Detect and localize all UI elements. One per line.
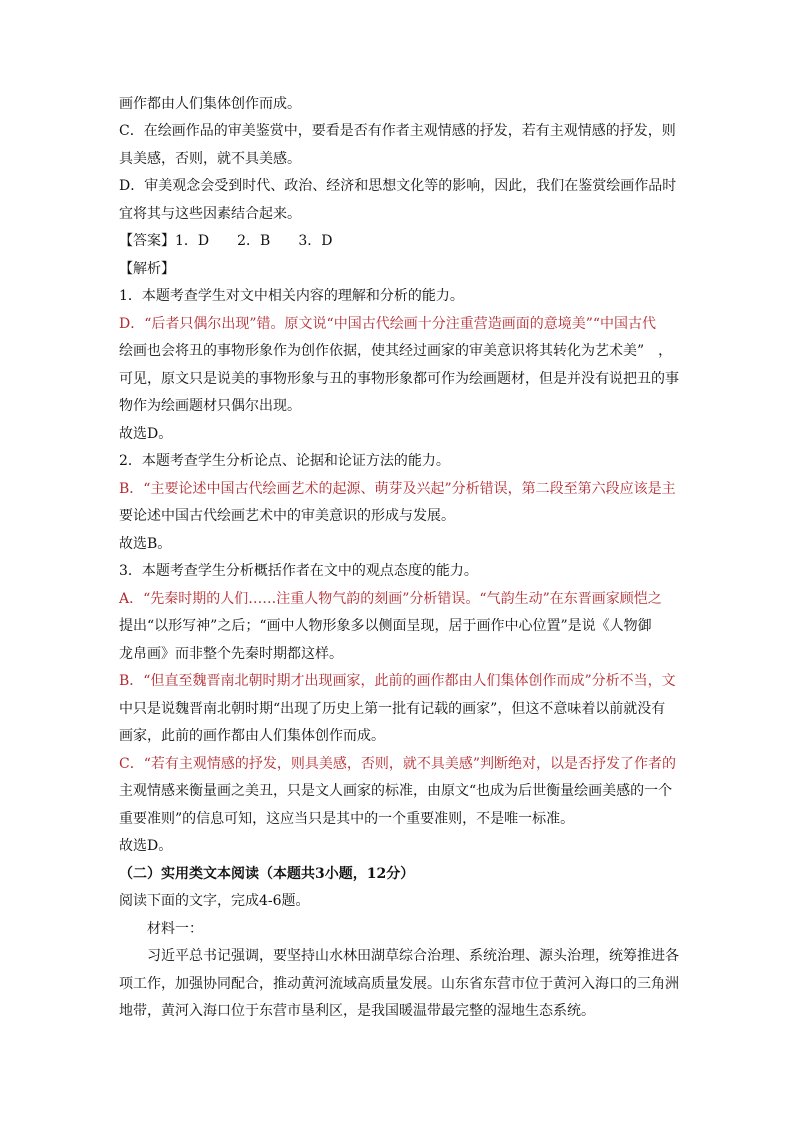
text-line: A．“先秦时期的人们……注重人物气韵的刻画”分析错误。“气韵生动”在东晋画家顾恺之: [119, 591, 662, 607]
text-line: 画家，此前的画作都由人们集体创作而成。: [119, 728, 385, 744]
text-line: 物作为绘画题材只偶尔出现。: [119, 398, 301, 414]
text-line: B．“但直至魏晋南北朝时期才出现画家，此前的画作都由人们集体创作而成”分析不当，文: [119, 673, 676, 689]
text-line: B．“主要论述中国古代绘画艺术的起源、萌芽及兴起”分析错误，第二段至第六段应该是主: [119, 481, 676, 497]
text-line: 地带，黄河入海口位于东营市垦利区，是我国暖温带最完整的湿地生态系统。: [119, 1003, 595, 1019]
text-line: 阅读下面的文字，完成4-6题。: [119, 893, 310, 909]
text-line: 宜将其与这些因素结合起来。: [119, 206, 301, 222]
text-line: 故选B。: [119, 536, 172, 552]
section-heading: （二）实用类文本阅读（本题共3小题，12分）: [119, 866, 415, 882]
text-line: 习近平总书记强调，要坚持山水林田湖草综合治理、系统治理、源头治理，统筹推进各: [147, 948, 679, 964]
text-line: 2．本题考查学生分析论点、论据和论证方法的能力。: [119, 453, 450, 469]
text-line: 要论述中国古代绘画艺术中的审美意识的形成与发展。: [119, 508, 455, 524]
text-line: 具美感，否则，就不具美感。: [119, 151, 301, 167]
answer-line: 【答案】1．D 2．B 3．D: [119, 233, 333, 249]
text-line: 中只是说魏晋南北朝时期“出现了历史上第一批有记载的画家”，但这不意味着以前就没有: [119, 701, 666, 717]
text-line: 绘画也会将丑的事物形象作为创作依据，使其经过画家的审美意识将其转化为艺术美” ，: [119, 343, 673, 359]
text-line: 故选D。: [119, 838, 173, 854]
text-line: 故选D。: [119, 426, 173, 442]
text-line: 项工作，加强协同配合，推动黄河流域高质量发展。山东省东营市位于黄河入海口的三角洲: [119, 976, 679, 992]
text-line: 材料一：: [147, 921, 203, 937]
text-line: 主观情感来衡量画之美丑，只是文人画家的标准，由原文“也成为后世衡量绘画美感的一个: [119, 783, 673, 799]
text-line: C．“若有主观情感的抒发，则具美感，否则，就不具美感”判断绝对，以是否抒发了作者的: [119, 756, 677, 772]
text-line: 1．本题考查学生对文中相关内容的理解和分析的能力。: [119, 288, 464, 304]
text-line: D．“后者只偶尔出现”错。原文说“中国古代绘画十分注重营造画面的意境美”“中国古代: [119, 316, 657, 332]
text-line: 画作都由人们集体创作而成。: [119, 96, 301, 112]
text-line: 3．本题考查学生分析概括作者在文中的观点态度的能力。: [119, 563, 478, 579]
text-line: D．审美观念会受到时代、政治、经济和思想文化等的影响，因此，我们在鉴赏绘画作品时: [119, 178, 677, 194]
text-line: 提出“以形写神”之后；“画中人物形象多以侧面呈现，居于画作中心位置”是说《人物御: [119, 618, 652, 634]
text-line: 可见，原文只是说美的事物形象与丑的事物形象都可作为绘画题材，但是并没有说把丑的事: [119, 371, 679, 387]
text-line: 重要准则”的信息可知，这应当只是其中的一个重要准则，不是唯一标准。: [119, 811, 575, 827]
text-line: 龙帛画》而非整个先秦时期都这样。: [119, 646, 343, 662]
analysis-heading: 【解析】: [119, 261, 175, 277]
text-line: C．在绘画作品的审美鉴赏中，要看是否有作者主观情感的抒发，若有主观情感的抒发，则: [119, 123, 676, 139]
